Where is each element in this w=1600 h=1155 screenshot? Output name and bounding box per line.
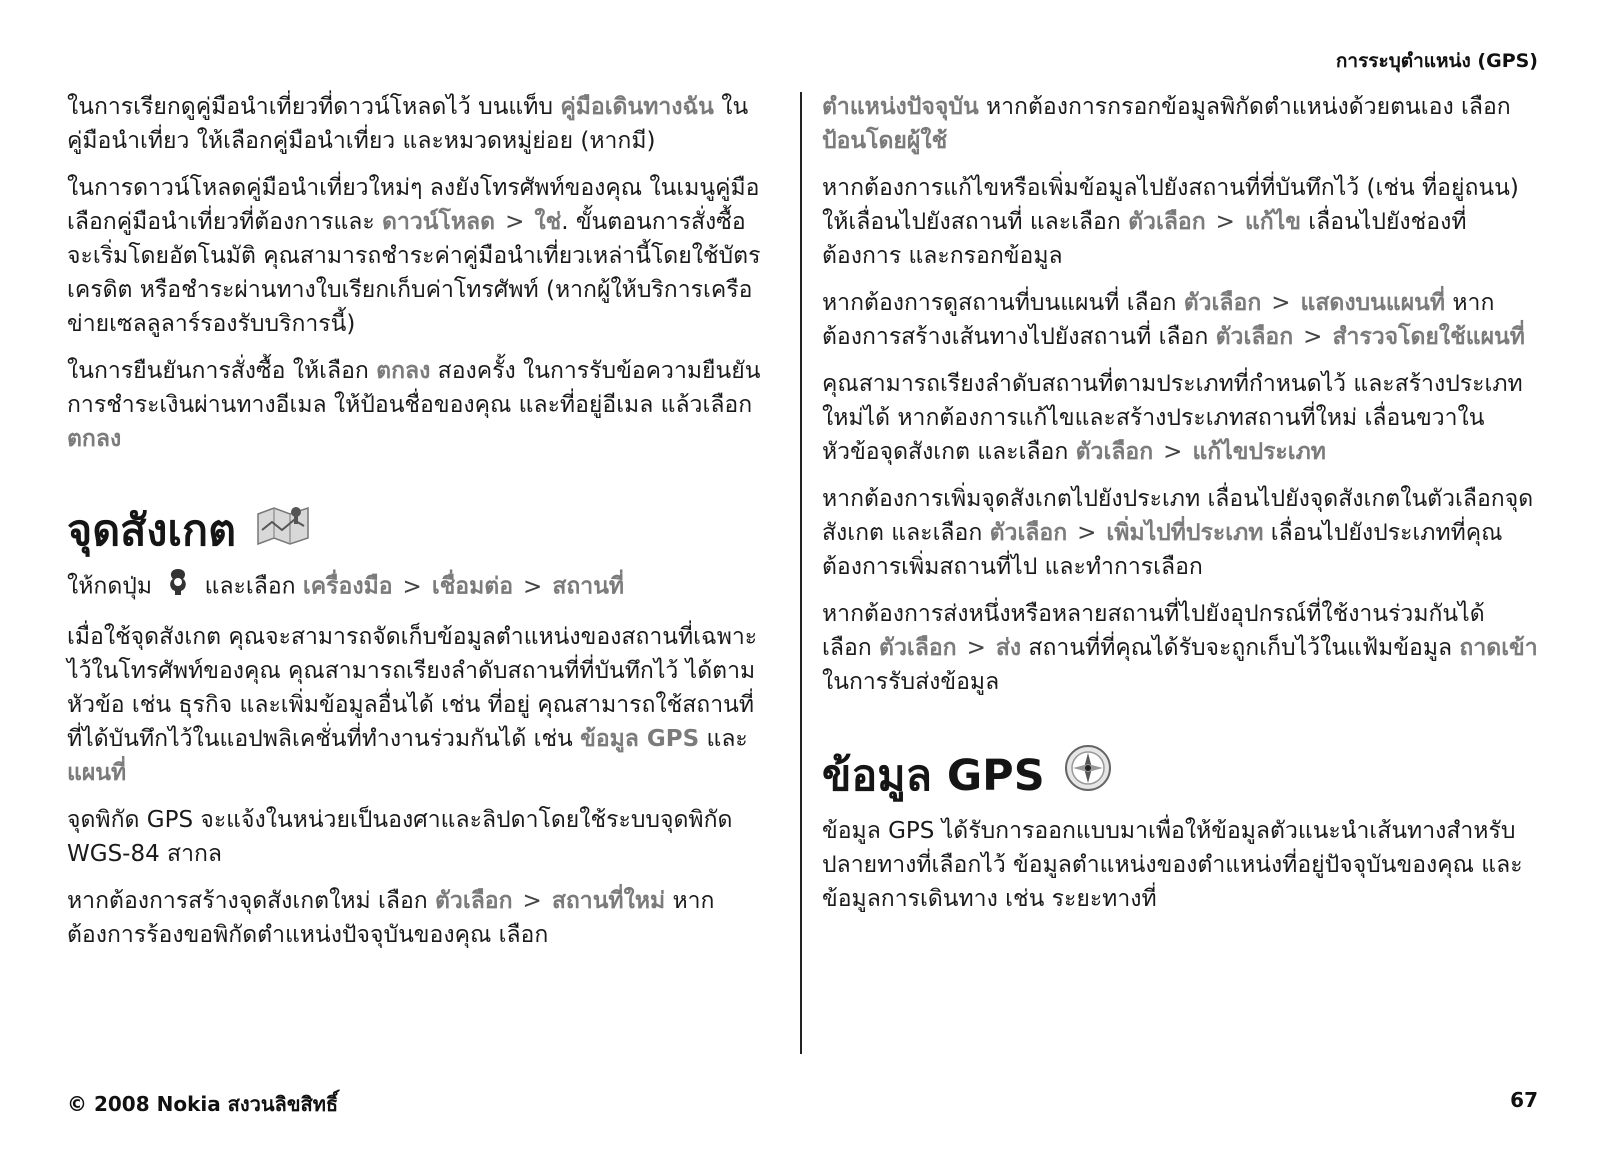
paragraph-gps-data-intro: ข้อมูล GPS ได้รับการออกแบบมาเพื่อให้ข้อมูลตัวแนะนำเส้นทางสำหรับปลายทางที่เลือกไว้ ข้อมูลตำแหน่งของตำแหน่งที่อยู่ปัจจุบันของคุณ และข้อมูลการเดินทาง เช่น ระยะทางที่ (822, 818, 1523, 912)
text: ในการเรียกดูคู่มือนำเที่ยวที่ดาวน์โหลดไว้ บนแท็บ (67, 94, 561, 120)
ui-term-tools: เครื่องมือ (302, 573, 393, 600)
ui-term-my-guides: คู่มือเดินทางฉัน (560, 94, 714, 120)
paragraph-current-position (822, 90, 1538, 158)
text: เลื่อนไปยังช่องที่ต้องการ และกรอกข้อมูล (822, 209, 1467, 269)
paragraph-landmarks-intro (67, 620, 767, 790)
ui-term-ok: ตกลง (67, 426, 122, 452)
text: และ (699, 726, 748, 752)
separator: > (505, 209, 525, 235)
text: หากต้องการกรอกข้อมูลพิกัดตำแหน่งด้วยตนเอง เลือก (978, 94, 1511, 120)
ui-term-current-position: ตำแหน่งปัจจุบัน (822, 94, 979, 120)
ui-term-gps-data: ข้อมูล GPS (580, 726, 700, 752)
text: เมื่อใช้จุดสังเกต คุณจะสามารถจัดเก็บข้อมูลตำแหน่งของสถานที่เฉพาะไว้ในโทรศัพท์ของคุณ คุณสามารถเรียงลำดับสถานที่ที่บันทึกไว้ ได้ตามหัวข้อ เช่น ธุรกิจ และเพิ่มข้อมูลอื่นได้ เช่น ที่อยู่ คุณสามารถใช้สถานที่ที่ได้บันทึกไว้ในแอปพลิเคชั่นที่ทำงานร่วมกันได้ เช่น (67, 624, 758, 752)
paragraph-categories (822, 367, 1538, 469)
ui-term-options: ตัวเลือก (1215, 324, 1294, 350)
landmarks-map-icon (254, 500, 312, 561)
page-number: 67 (1510, 1088, 1538, 1112)
text: คุณสามารถเรียงลำดับสถานที่ตามประเภทที่กำหนดไว้ และสร้างประเภทใหม่ได้ หากต้องการแก้ไขและสร้างประเภทสถานที่ใหม่ เลื่อนขวาในหัวข้อจุดสังเกต และเลือก (822, 371, 1523, 465)
text: สองครั้ง ในการรับข้อความยืนยันการชำระเงินผ่านทางอีเมล ให้ป้อนชื่อของคุณ และที่อยู่อีเมล แล้วเลือก (67, 358, 761, 418)
ui-term-inbox: ถาดเข้า (1459, 635, 1538, 661)
ui-term-download: ดาวน์โหลด (382, 209, 496, 235)
ui-term-user-entry: ป้อนโดยผู้ใช้ (822, 128, 948, 154)
section-heading-landmarks (67, 500, 767, 561)
heading-text: ข้อมูล GPS (822, 750, 1045, 801)
footer-copyright: © 2008 Nokia สงวนลิขสิทธิ์ (67, 1092, 339, 1116)
text: ในการดาวน์โหลดคู่มือนำเที่ยวใหม่ๆ ลงยังโทรศัพท์ของคุณ ในเมนูคู่มือ เลือกคู่มือนำเที่ยวที่ต้องการและ (67, 175, 760, 235)
paragraph-guides-download (67, 171, 767, 341)
separator: > (1215, 209, 1235, 235)
separator: > (1163, 439, 1183, 465)
separator: > (522, 888, 542, 914)
paragraph-purchase-confirm (67, 354, 767, 456)
text: หากต้องการดูสถานที่บนแผนที่ เลือก (822, 290, 1184, 316)
separator: > (402, 573, 422, 600)
text: หากต้องการสร้างเส้นทางไปยังสถานที่ เลือก (822, 290, 1495, 350)
ui-term-options: ตัวเลือก (435, 888, 513, 914)
left-column (67, 90, 767, 965)
text: หากต้องการเพิ่มจุดสังเกตไปยังประเภท เลื่อนไปยังจุดสังเกตในตัวเลือกจุดสังเกต และเลือก (822, 486, 1534, 546)
separator: > (1271, 290, 1291, 316)
paragraph-new-landmark (67, 884, 767, 952)
heading-text: จุดสังเกต (67, 505, 237, 556)
text: และเลือก (204, 573, 303, 600)
separator: > (523, 573, 543, 600)
text: ในการยืนยันการสั่งซื้อ ให้เลือก (67, 358, 377, 384)
right-column (822, 90, 1538, 929)
ui-term-edit-categories: แก้ไขประเภท (1192, 439, 1326, 465)
column-divider (800, 92, 802, 1054)
separator: > (1077, 520, 1097, 546)
paragraph-guides-view (67, 90, 767, 158)
paragraph-coordinates: จุดพิกัด GPS จะแจ้งในหน่วยเป็นองศาและลิปดาโดยใช้ระบบจุดพิกัด WGS-84 สากล (67, 807, 733, 867)
running-header: การระบุตำแหน่ง (GPS) (1335, 50, 1538, 72)
ui-term-yes: ใช่ (534, 209, 562, 235)
ui-term-options: ตัวเลือก (989, 520, 1068, 546)
paragraph-show-on-map (822, 286, 1538, 354)
paragraph-edit-place (822, 171, 1538, 273)
ui-term-maps: แผนที่ (67, 760, 127, 786)
separator: > (966, 635, 986, 661)
text: หากต้องการแก้ไขหรือเพิ่มข้อมูลไปยังสถานที่ที่บันทึกไว้ (เช่น ที่อยู่ถนน) ให้เลื่อนไปยังสถานที่ และเลือก (822, 175, 1519, 235)
text: สถานที่ที่คุณได้รับจะถูกเก็บไว้ในแฟ้มข้อมูล (1021, 635, 1460, 661)
section-heading-gps-data (822, 743, 1538, 808)
separator: > (1303, 324, 1323, 350)
text: ให้กดปุ่ม (67, 573, 153, 600)
text: หากต้องการร้องขอพิกัดตำแหน่งปัจจุบันของคุณ เลือก (67, 888, 715, 948)
ui-term-options: ตัวเลือก (879, 635, 957, 661)
gps-compass-icon (1063, 743, 1113, 808)
text: หากต้องการสร้างจุดสังเกตใหม่ เลือก (67, 888, 435, 914)
ui-term-edit: แก้ไข (1244, 209, 1301, 235)
ui-term-options: ตัวเลือก (1075, 439, 1154, 465)
paragraph-add-to-category (822, 482, 1538, 584)
ui-term-options: ตัวเลือก (1183, 290, 1262, 316)
menu-key-icon (165, 567, 191, 607)
ui-term-connectivity: เชื่อมต่อ (431, 573, 514, 600)
text: . ขั้นตอนการสั่งซื้อ จะเริ่มโดยอัตโนมัติ คุณสามารถชำระค่าคู่มือนำเที่ยวเหล่านี้โดยใช้บัตรเครดิต หรือชำระผ่านทางใบเรียกเก็บค่าโทรศัพท์ (หากผู้ให้บริการเครือข่ายเซลลูลาร์รองรับบริการนี้) (67, 209, 761, 337)
ui-term-send: ส่ง (995, 635, 1022, 661)
ui-term-show-on-map: แสดงบนแผนที่ (1300, 290, 1446, 316)
ui-term-ok: ตกลง (376, 358, 431, 384)
ui-term-navigate-with-map: สำรวจโดยใช้แผนที่ (1332, 324, 1525, 350)
ui-term-add-to-category: เพิ่มไปที่ประเภท (1106, 520, 1264, 546)
text: ในการรับส่งข้อมูล (822, 669, 1000, 695)
ui-term-places: สถานที่ (552, 573, 625, 600)
paragraph-send-places (822, 597, 1538, 699)
text: ในคู่มือนำเที่ยว ให้เลือกคู่มือนำเที่ยว และหมวดหมู่ย่อย (หากมี) (67, 94, 749, 154)
text: เลื่อนไปยังประเภทที่คุณต้องการเพิ่มสถานที่ไป และทำการเลือก (822, 520, 1503, 580)
paragraph-landmarks-path (67, 567, 767, 607)
ui-term-options: ตัวเลือก (1128, 209, 1206, 235)
text: หากต้องการส่งหนึ่งหรือหลายสถานที่ไปยังอุปกรณ์ที่ใช้งานร่วมกันได้ เลือก (822, 601, 1485, 661)
ui-term-new-place: สถานที่ใหม่ (551, 888, 666, 914)
